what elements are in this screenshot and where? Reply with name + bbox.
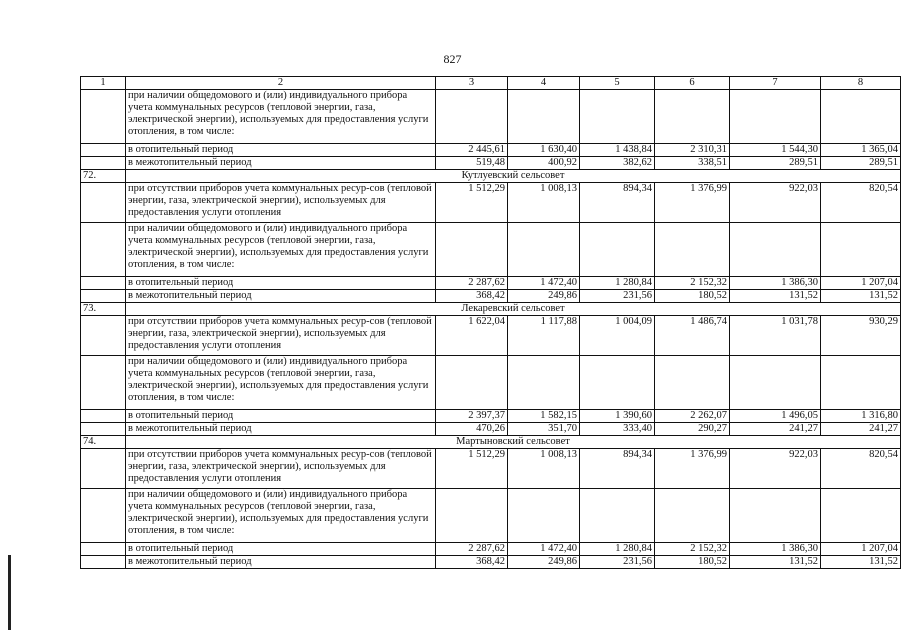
section-header-row	[81, 436, 901, 449]
value-cell	[436, 90, 508, 144]
value-cell: 289,51	[821, 157, 901, 170]
scan-edge-mark	[8, 555, 11, 630]
value-cell: 249,86	[508, 556, 580, 569]
value-cell: 1 544,30	[730, 144, 821, 157]
section-number: 73.	[81, 303, 126, 316]
value-cell: 519,48	[436, 157, 508, 170]
value-cell: 2 287,62	[436, 543, 508, 556]
heating-period-row	[81, 144, 901, 157]
off-heating-period-row	[81, 423, 901, 436]
value-cell: 231,56	[580, 290, 655, 303]
value-cell: 2 152,32	[655, 277, 730, 290]
value-cell: 1 316,80	[821, 410, 901, 423]
off-heating-period-row	[81, 556, 901, 569]
page-number: 827	[443, 52, 462, 66]
value-cell	[730, 356, 821, 410]
row-description: при отсутствии приборов учета коммунальных ресур-сов (тепловой энергии, газа, электрической энергии), используемых для предоставления услуги отопления	[126, 183, 436, 223]
value-cell	[580, 90, 655, 144]
value-cell	[508, 489, 580, 543]
value-cell	[730, 90, 821, 144]
value-cell: 1 207,04	[821, 277, 901, 290]
row-description: при наличии общедомового и (или) индивидуального прибора учета коммунальных ресурсов (тепловой энергии, газа, электрической энергии), используемых для предоставления услуги отопления, в том числе:	[126, 223, 436, 277]
number-cell	[81, 223, 126, 277]
row-label: в межотопительный период	[126, 556, 436, 569]
row-label: в отопительный период	[126, 144, 436, 157]
value-cell	[821, 90, 901, 144]
column-number: 1	[81, 77, 126, 90]
value-cell: 338,51	[655, 157, 730, 170]
column-number: 5	[580, 77, 655, 90]
column-number: 7	[730, 77, 821, 90]
value-cell	[580, 489, 655, 543]
off-heating-period-row	[81, 157, 901, 170]
value-cell	[580, 356, 655, 410]
number-cell	[81, 410, 126, 423]
value-cell: 368,42	[436, 556, 508, 569]
row-description: при наличии общедомового и (или) индивидуального прибора учета коммунальных ресурсов (тепловой энергии, газа, электрической энергии), используемых для предоставления услуги отопления, в том числе:	[126, 489, 436, 543]
value-cell: 1 008,13	[508, 449, 580, 489]
value-cell: 1 376,99	[655, 183, 730, 223]
number-cell	[81, 356, 126, 410]
value-cell	[821, 356, 901, 410]
value-cell	[821, 489, 901, 543]
column-number: 3	[436, 77, 508, 90]
value-cell: 289,51	[730, 157, 821, 170]
value-cell	[655, 90, 730, 144]
value-cell: 1 207,04	[821, 543, 901, 556]
column-number: 4	[508, 77, 580, 90]
value-cell: 922,03	[730, 449, 821, 489]
value-cell	[580, 223, 655, 277]
row-label: в отопительный период	[126, 277, 436, 290]
value-cell: 1 512,29	[436, 449, 508, 489]
value-cell: 2 287,62	[436, 277, 508, 290]
meter-row	[81, 356, 901, 410]
value-cell: 820,54	[821, 183, 901, 223]
value-cell: 131,52	[730, 290, 821, 303]
row-description: при наличии общедомового и (или) индивидуального прибора учета коммунальных ресурсов (тепловой энергии, газа, электрической энергии), используемых для предоставления услуги отопления, в том числе:	[126, 90, 436, 144]
no-meter-row	[81, 316, 901, 356]
value-cell: 351,70	[508, 423, 580, 436]
value-cell	[436, 223, 508, 277]
value-cell: 1 117,88	[508, 316, 580, 356]
number-cell	[81, 556, 126, 569]
value-cell: 820,54	[821, 449, 901, 489]
number-cell	[81, 144, 126, 157]
row-label: в межотопительный период	[126, 423, 436, 436]
value-cell: 400,92	[508, 157, 580, 170]
value-cell: 2 445,61	[436, 144, 508, 157]
section-number: 72.	[81, 170, 126, 183]
value-cell: 382,62	[580, 157, 655, 170]
no-meter-row	[81, 449, 901, 489]
row-description: при отсутствии приборов учета коммунальных ресур-сов (тепловой энергии, газа, электрической энергии), используемых для предоставления услуги отопления	[126, 316, 436, 356]
value-cell	[730, 223, 821, 277]
number-cell	[81, 90, 126, 144]
value-cell: 1 008,13	[508, 183, 580, 223]
value-cell: 1 004,09	[580, 316, 655, 356]
value-cell: 1 031,78	[730, 316, 821, 356]
heating-period-row	[81, 410, 901, 423]
value-cell: 290,27	[655, 423, 730, 436]
value-cell: 1 486,74	[655, 316, 730, 356]
value-cell: 1 582,15	[508, 410, 580, 423]
value-cell: 1 472,40	[508, 277, 580, 290]
value-cell	[821, 223, 901, 277]
off-heating-period-row	[81, 290, 901, 303]
value-cell: 368,42	[436, 290, 508, 303]
row-label: в межотопительный период	[126, 157, 436, 170]
value-cell: 249,86	[508, 290, 580, 303]
section-number: 74.	[81, 436, 126, 449]
value-cell: 1 630,40	[508, 144, 580, 157]
section-name: Мартыновский сельсовет	[126, 436, 901, 449]
section-name: Кутлуевский сельсовет	[126, 170, 901, 183]
value-cell: 1 472,40	[508, 543, 580, 556]
value-cell: 131,52	[730, 556, 821, 569]
value-cell: 1 622,04	[436, 316, 508, 356]
value-cell: 2 310,31	[655, 144, 730, 157]
value-cell: 131,52	[821, 556, 901, 569]
value-cell: 1 386,30	[730, 277, 821, 290]
value-cell: 1 386,30	[730, 543, 821, 556]
heating-period-row	[81, 277, 901, 290]
value-cell: 894,34	[580, 183, 655, 223]
number-cell	[81, 543, 126, 556]
number-cell	[81, 449, 126, 489]
value-cell: 241,27	[821, 423, 901, 436]
section-name: Лекаревский сельсовет	[126, 303, 901, 316]
value-cell	[508, 356, 580, 410]
value-cell	[655, 489, 730, 543]
value-cell: 1 365,04	[821, 144, 901, 157]
value-cell: 894,34	[580, 449, 655, 489]
tariff-table	[80, 76, 901, 569]
value-cell: 2 397,37	[436, 410, 508, 423]
value-cell: 1 438,84	[580, 144, 655, 157]
row-description: при наличии общедомового и (или) индивидуального прибора учета коммунальных ресурсов (тепловой энергии, газа, электрической энергии), используемых для предоставления услуги отопления, в том числе:	[126, 356, 436, 410]
value-cell: 2 152,32	[655, 543, 730, 556]
row-label: в отопительный период	[126, 543, 436, 556]
column-number-row	[81, 77, 901, 90]
heating-period-row	[81, 543, 901, 556]
value-cell: 180,52	[655, 290, 730, 303]
meter-row	[81, 489, 901, 543]
row-description: при отсутствии приборов учета коммунальных ресур-сов (тепловой энергии, газа, электрической энергии), используемых для предоставления услуги отопления	[126, 449, 436, 489]
column-number: 8	[821, 77, 901, 90]
value-cell	[730, 489, 821, 543]
value-cell: 930,29	[821, 316, 901, 356]
value-cell: 1 376,99	[655, 449, 730, 489]
value-cell: 131,52	[821, 290, 901, 303]
value-cell: 1 512,29	[436, 183, 508, 223]
value-cell: 1 280,84	[580, 543, 655, 556]
value-cell: 241,27	[730, 423, 821, 436]
row-label: в межотопительный период	[126, 290, 436, 303]
value-cell: 1 280,84	[580, 277, 655, 290]
value-cell	[508, 223, 580, 277]
value-cell	[436, 356, 508, 410]
column-number: 2	[126, 77, 436, 90]
number-cell	[81, 316, 126, 356]
meter-row	[81, 223, 901, 277]
number-cell	[81, 183, 126, 223]
number-cell	[81, 423, 126, 436]
number-cell	[81, 277, 126, 290]
row-label: в отопительный период	[126, 410, 436, 423]
meter-row	[81, 90, 901, 144]
value-cell	[655, 356, 730, 410]
value-cell: 2 262,07	[655, 410, 730, 423]
value-cell	[436, 489, 508, 543]
value-cell: 180,52	[655, 556, 730, 569]
no-meter-row	[81, 183, 901, 223]
column-number: 6	[655, 77, 730, 90]
value-cell: 922,03	[730, 183, 821, 223]
section-header-row	[81, 170, 901, 183]
value-cell: 1 390,60	[580, 410, 655, 423]
value-cell: 470,26	[436, 423, 508, 436]
value-cell	[655, 223, 730, 277]
section-header-row	[81, 303, 901, 316]
value-cell	[508, 90, 580, 144]
value-cell: 1 496,05	[730, 410, 821, 423]
value-cell: 333,40	[580, 423, 655, 436]
number-cell	[81, 157, 126, 170]
number-cell	[81, 489, 126, 543]
value-cell: 231,56	[580, 556, 655, 569]
number-cell	[81, 290, 126, 303]
